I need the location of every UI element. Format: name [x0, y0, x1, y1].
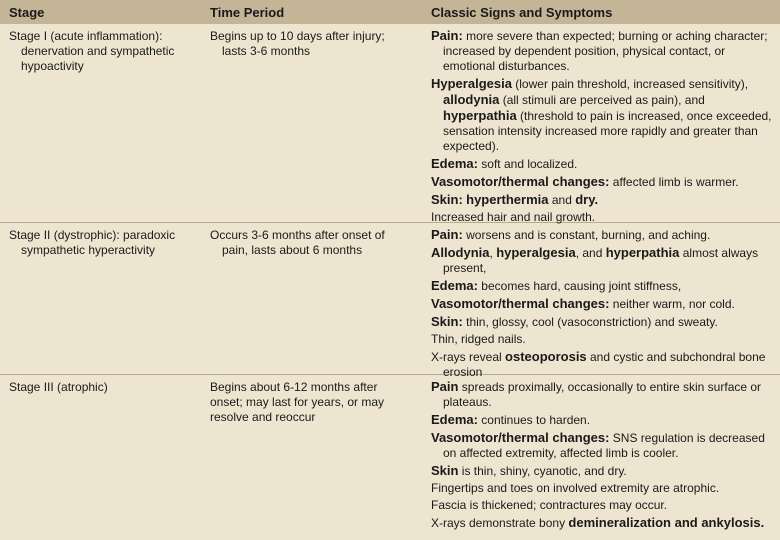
symptom-entry [431, 515, 776, 531]
text-run: (all stimuli are perceived as pain), and [499, 93, 705, 107]
bold-term: Edema: [431, 412, 478, 427]
header-stage: Stage [9, 5, 45, 20]
text-run: almost always present, [443, 246, 759, 275]
symptom-entry [431, 430, 776, 461]
text-run: Increased hair and nail growth. [431, 210, 596, 224]
symptom-entry [431, 210, 776, 225]
text-line: pain, lasts about 6 months [222, 243, 363, 257]
text-run: (threshold to pain is increased, once exceeded, sensation intensity increased more rapidly and greater than expected). [443, 109, 772, 153]
text-line: hypoactivity [21, 59, 84, 73]
bold-term: Pain: [431, 227, 463, 242]
text-run: more severe than expected; burning or aching character; increased by dependent position, physical contact, or emotional disturbances. [443, 29, 768, 73]
symptom-entry [431, 481, 776, 496]
text-run: thin, glossy, cool (vasoconstriction) and sweaty. [462, 315, 718, 329]
text-run: , and [575, 246, 606, 260]
header-time-period: Time Period [210, 5, 285, 20]
bold-term: Edema: [431, 156, 478, 171]
text-run: spreads proximally, occasionally to entire skin surface or plateaus. [443, 380, 762, 409]
bold-term: Skin: [431, 314, 463, 329]
symptom-entry [431, 192, 776, 208]
text-run: , [489, 246, 497, 260]
table-header [0, 0, 780, 24]
bold-term: Pain [431, 379, 459, 394]
symptom-entry [431, 412, 776, 428]
text-run: continues to harden. [477, 413, 591, 427]
text-run: becomes hard, causing joint stiffness, [477, 279, 682, 293]
symptom-entry [431, 245, 776, 276]
stage-cell [9, 380, 209, 395]
text-line: onset; may last for years, or may [210, 395, 385, 409]
text-run: worsens and is constant, burning, and aching. [462, 228, 711, 242]
signs-cell [431, 379, 776, 531]
symptom-entry [431, 296, 776, 312]
bold-term: Allodynia [431, 245, 490, 260]
signs-cell [431, 28, 776, 225]
symptom-entry [431, 463, 776, 479]
time-cell [210, 228, 420, 258]
bold-term: Vasomotor/thermal changes: [431, 174, 610, 189]
text-run: Fingertips and toes on involved extremity are atrophic. [431, 481, 720, 495]
symptom-entry [431, 498, 776, 513]
text-run: neither warm, nor cold. [609, 297, 735, 311]
symptom-entry [431, 76, 776, 154]
bold-term: Vasomotor/thermal changes: [431, 296, 610, 311]
bold-term: Edema: [431, 278, 478, 293]
symptom-entry [431, 379, 776, 410]
text-run: (lower pain threshold, increased sensitivity), [511, 77, 749, 91]
bold-term: Vasomotor/thermal changes: [431, 430, 610, 445]
symptom-entry [431, 332, 776, 347]
bold-term: Skin: [431, 192, 463, 207]
text-line: sympathetic hyperactivity [21, 243, 156, 257]
text-run: and [548, 193, 576, 207]
bold-term: hyperpathia [443, 108, 517, 123]
symptom-entry [431, 278, 776, 294]
text-line: Stage I (acute inflammation): [9, 29, 163, 43]
signs-cell [431, 227, 776, 380]
text-run: affected limb is warmer. [609, 175, 739, 189]
text-line: Begins up to 10 days after injury; [210, 29, 385, 43]
symptom-entry [431, 349, 776, 380]
text-run: Thin, ridged nails. [431, 332, 526, 346]
time-cell [210, 380, 420, 425]
stage-cell [9, 29, 209, 74]
symptom-entry [431, 28, 776, 74]
bold-term: hyperthermia [466, 192, 549, 207]
text-line: lasts 3-6 months [222, 44, 311, 58]
text-run: and cystic and subchondral bone erosion [443, 350, 766, 379]
text-line: resolve and reoccur [210, 410, 316, 424]
bold-term: Skin [431, 463, 459, 478]
bold-term: hyperalgesia [496, 245, 576, 260]
time-cell [210, 29, 420, 59]
bold-term: osteoporosis [505, 349, 587, 364]
bold-term: Pain: [431, 28, 463, 43]
symptom-entry [431, 174, 776, 190]
symptom-entry [431, 314, 776, 330]
stage-cell [9, 228, 209, 258]
symptom-entry [431, 227, 776, 243]
text-run: is thin, shiny, cyanotic, and dry. [458, 464, 627, 478]
bold-term: dry. [575, 192, 599, 207]
text-run: X-rays demonstrate bony [431, 516, 569, 530]
text-line: Begins about 6-12 months after [210, 380, 378, 394]
bold-term: Hyperalgesia [431, 76, 512, 91]
text-run: Fascia is thickened; contractures may occur. [431, 498, 668, 512]
bold-term: hyperpathia [605, 245, 680, 260]
bold-term: allodynia [443, 92, 500, 107]
text-line: Stage III (atrophic) [9, 380, 108, 394]
bold-term: demineralization and ankylosis. [568, 515, 765, 530]
text-run: soft and localized. [477, 157, 578, 171]
text-run: SNS regulation is decreased on affected extremity, affected limb is cooler. [443, 431, 765, 460]
header-signs-symptoms: Classic Signs and Symptoms [431, 5, 613, 20]
text-line: denervation and sympathetic [21, 44, 175, 58]
text-line: Stage II (dystrophic): paradoxic [9, 228, 176, 242]
symptom-entry [431, 156, 776, 172]
text-line: Occurs 3-6 months after onset of [210, 228, 385, 242]
text-run: X-rays reveal [431, 350, 506, 364]
